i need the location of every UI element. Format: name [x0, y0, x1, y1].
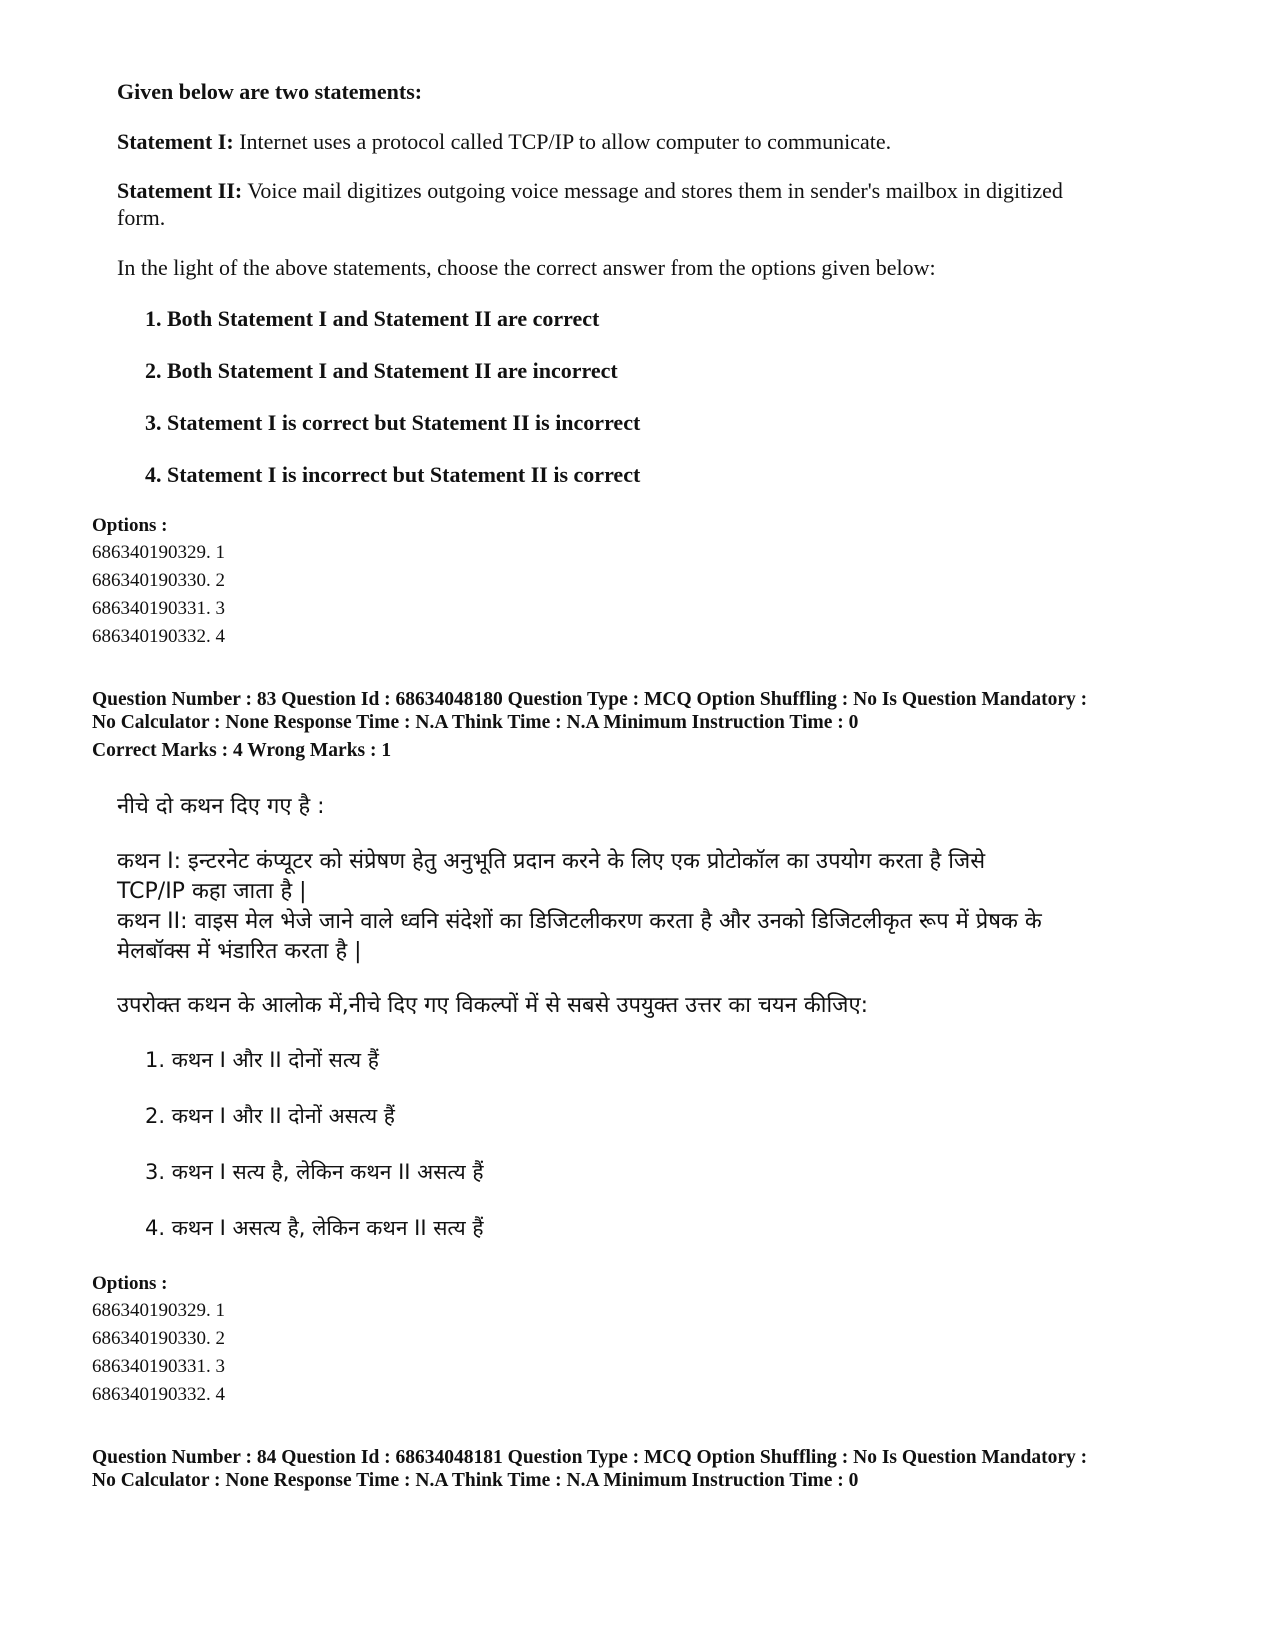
question-meta-line2: No Calculator : None Response Time : N.A Think Time : N.A Minimum Instruction Time : 0	[92, 712, 859, 733]
option-id: 686340190329. 1	[92, 1300, 225, 1321]
option-id: 686340190331. 3	[92, 1356, 225, 1377]
option-id: 686340190330. 2	[92, 570, 225, 591]
hindi-statement-1-line1: कथन I: इन्टरनेट कंप्यूटर को संप्रेषण हेतु अनुभूति प्रदान करने के लिए एक प्रोटोकॉल का उपयोग करता है जिसे	[117, 849, 986, 874]
hindi-statement-1-line2: TCP/IP कहा जाता है |	[117, 879, 307, 904]
options-heading: Options :	[92, 1273, 168, 1294]
hindi-question-prompt: उपरोक्त कथन के आलोक में,नीचे दिए गए विकल्पों में से सबसे उपयुक्त उत्तर का चयन कीजिए:	[117, 993, 869, 1018]
statement-2	[117, 177, 1063, 205]
statement-2-text-line1: Voice mail digitizes outgoing voice message and stores them in sender's mailbox in digitized	[242, 178, 1063, 203]
hindi-choice-1: 1. कथन I और II दोनों सत्य हैं	[145, 1048, 379, 1072]
statement-2-text-line2: form.	[117, 205, 166, 230]
question-meta-line1: Question Number : 84 Question Id : 68634048181 Question Type : MCQ Option Shuffling : No Is Question Mandatory :	[92, 1447, 1088, 1468]
question-marks: Correct Marks : 4 Wrong Marks : 1	[92, 740, 392, 761]
hindi-choice-3: 3. कथन I सत्य है, लेकिन कथन II असत्य हैं	[145, 1160, 484, 1184]
option-id: 686340190332. 4	[92, 626, 225, 647]
statement-1	[117, 128, 891, 156]
choice-4: 4. Statement I is incorrect but Statement II is correct	[145, 462, 641, 487]
question-prompt: In the light of the above statements, choose the correct answer from the options given below:	[117, 255, 936, 280]
hindi-question-intro: नीचे दो कथन दिए गए है :	[117, 794, 325, 819]
statement-1-label: Statement I:	[117, 129, 234, 154]
option-id: 686340190331. 3	[92, 598, 225, 619]
hindi-choice-4: 4. कथन I असत्य है, लेकिन कथन II सत्य हैं	[145, 1216, 484, 1240]
statement-1-text: Internet uses a protocol called TCP/IP to allow computer to communicate.	[233, 129, 892, 154]
option-id: 686340190332. 4	[92, 1384, 225, 1405]
choice-3: 3. Statement I is correct but Statement II is incorrect	[145, 410, 641, 435]
choice-2: 2. Both Statement I and Statement II are incorrect	[145, 358, 618, 383]
hindi-statement-2-line2: मेलबॉक्स में भंडारित करता है |	[117, 939, 362, 964]
question-intro: Given below are two statements:	[117, 79, 423, 104]
hindi-choice-2: 2. कथन I और II दोनों असत्य हैं	[145, 1104, 395, 1128]
option-id: 686340190329. 1	[92, 542, 225, 563]
question-meta-line1: Question Number : 83 Question Id : 68634048180 Question Type : MCQ Option Shuffling : No Is Question Mandatory :	[92, 689, 1088, 710]
question-meta-line2: No Calculator : None Response Time : N.A Think Time : N.A Minimum Instruction Time : 0	[92, 1470, 859, 1491]
hindi-statement-2-line1: कथन II: वाइस मेल भेजे जाने वाले ध्वनि संदेशों का डिजिटलीकरण करता है और उनको डिजिटलीकृत रूप में प्रेषक के	[117, 909, 1042, 934]
option-id: 686340190330. 2	[92, 1328, 225, 1349]
choice-1: 1. Both Statement I and Statement II are correct	[145, 306, 600, 331]
statement-2-label: Statement II:	[117, 178, 243, 203]
options-heading: Options :	[92, 515, 168, 536]
